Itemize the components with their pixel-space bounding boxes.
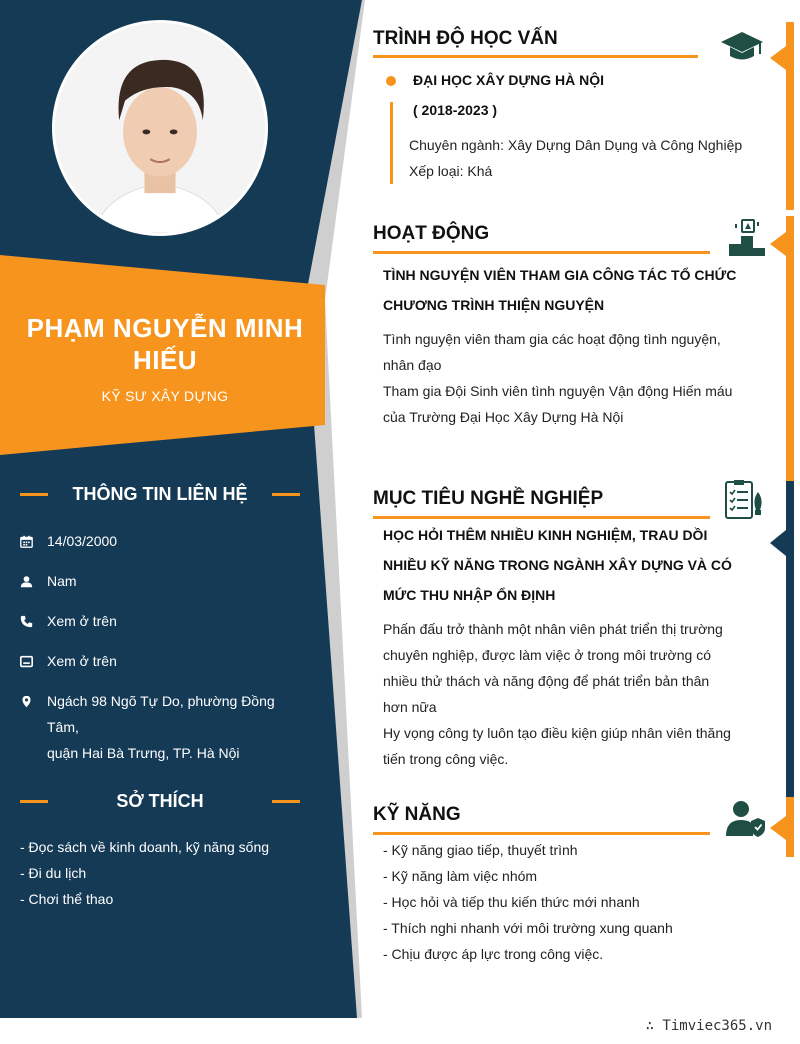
contact-address: [20, 688, 310, 766]
objective-desc-line2: chuyên nghiệp, được làm việc ở trong môi trường có: [383, 647, 711, 663]
contact-email: [20, 648, 310, 674]
calendar-icon: [20, 528, 47, 554]
activity-desc-line1: Tình nguyện viên tham gia các hoạt động tình nguyện,: [383, 331, 721, 347]
hobby-heading-text: SỞ THÍCH: [116, 791, 204, 811]
activity-desc-line3: Tham gia Đội Sinh viên tình nguyện Vận động Hiến máu: [383, 383, 733, 399]
contact-gender: [20, 568, 310, 594]
birthday-text: 14/03/2000: [47, 533, 118, 549]
objective-desc-line6: tiến trong công việc.: [383, 751, 509, 767]
email-text: Xem ở trên: [47, 653, 117, 669]
list-item: - Chơi thể thao: [20, 891, 114, 907]
heading-bar-right: [272, 493, 300, 496]
right-strip-bottom: [786, 797, 794, 857]
objective-desc-line1: Phấn đấu trở thành một nhân viên phát triển thị trường: [383, 621, 723, 637]
objective-desc-line4: hơn nữa: [383, 699, 437, 715]
objective-desc-line5: Hy vọng công ty luôn tạo điều kiện giúp nhân viên thăng: [383, 725, 731, 741]
contact-phone: [20, 608, 310, 634]
list-item: - Kỹ năng giao tiếp, thuyết trình: [383, 842, 578, 858]
activities-title-underline: [373, 251, 710, 254]
list-item: - Học hỏi và tiếp thu kiến thức mới nhanh: [383, 894, 640, 910]
right-arrow-4: [770, 816, 786, 840]
education-title-underline: [373, 55, 698, 58]
gender-text: Nam: [47, 573, 77, 589]
list-item: - Đi du lịch: [20, 865, 87, 881]
avatar: [52, 20, 268, 236]
activity-desc-line4: của Trường Đại Học Xây Dựng Hà Nội: [383, 409, 624, 425]
contact-list: [20, 528, 310, 780]
activity-desc-line2: nhân đạo: [383, 357, 442, 373]
education-timeline: [390, 102, 393, 184]
objective-headline-line2: NHIỀU KỸ NĂNG TRONG NGÀNH XÂY DỰNG VÀ CÓ: [383, 557, 732, 573]
activity-headline-line1: TÌNH NGUYỆN VIÊN THAM GIA CÔNG TÁC TỔ CHỨC: [383, 267, 737, 283]
hobby-heading: [20, 791, 300, 812]
right-arrow-3: [770, 530, 786, 556]
job-role: KỸ SƯ XÂY DỰNG: [101, 388, 229, 404]
activity-headline-line2: CHƯƠNG TRÌNH THIỆN NGUYỆN: [383, 297, 605, 313]
objective-block: [383, 520, 750, 772]
contact-heading-text: THÔNG TIN LIÊN HỆ: [72, 484, 248, 504]
list-item: - Thích nghi nhanh với môi trường xung quanh: [383, 920, 673, 936]
contact-birthday: [20, 528, 310, 554]
activities-title: HOẠT ĐỘNG: [373, 223, 490, 244]
list-item: - Đọc sách về kinh doanh, kỹ năng sống: [20, 839, 270, 855]
name-block: [0, 312, 330, 404]
heading-bar-right: [272, 800, 300, 803]
school-years: ( 2018-2023 ): [413, 102, 498, 118]
objective-desc-line3: nhiều thử thách và năng động để phát triển bản thân: [383, 673, 710, 689]
activity-block: [383, 260, 750, 430]
school-name: ĐẠI HỌC XÂY DỰNG HÀ NỘI: [413, 72, 605, 88]
objective-headline-line3: MỨC THU NHẬP ỔN ĐỊNH: [383, 587, 556, 603]
list-item: - Chịu được áp lực trong công việc.: [383, 946, 604, 962]
user-shield-icon: [726, 800, 766, 838]
school-rank: Xếp loại: Khá: [409, 163, 493, 179]
education-title: TRÌNH ĐỘ HỌC VẤN: [373, 28, 558, 49]
skills-list: [383, 837, 750, 967]
address-line1: Ngách 98 Ngõ Tự Do, phường Đồng Tâm,: [46, 693, 275, 735]
phone-text: Xem ở trên: [47, 613, 117, 629]
right-strip-mid: [786, 216, 794, 481]
education-bullet: [386, 76, 396, 86]
watermark: ∴ Timviec365.vn: [645, 1018, 772, 1034]
hobby-list: [20, 834, 320, 912]
skills-title-underline: [373, 832, 710, 835]
list-item: - Kỹ năng làm việc nhóm: [383, 868, 538, 884]
heading-bar-left: [20, 493, 48, 496]
heading-bar-left: [20, 800, 48, 803]
objective-headline-line1: HỌC HỎI THÊM NHIỀU KINH NGHIỆM, TRAU DỒI: [383, 527, 708, 543]
email-icon: [20, 648, 47, 674]
graduation-cap-icon: [720, 30, 764, 64]
address-text: [47, 688, 310, 766]
full-name-line2: HIẾU: [132, 345, 198, 375]
school-major: Chuyên ngành: Xây Dựng Dân Dụng và Công Nghiệp: [409, 137, 743, 153]
podium-icon: [727, 218, 767, 256]
user-icon: [20, 568, 47, 594]
phone-icon: [20, 608, 47, 634]
address-line2: quận Hai Bà Trưng, TP. Hà Nội: [46, 745, 240, 761]
objective-title-underline: [373, 516, 710, 519]
right-strip-navy: [786, 481, 794, 797]
right-arrow-2: [770, 232, 786, 256]
portrait-image: [55, 23, 265, 233]
checklist-rocket-icon: [724, 480, 766, 520]
right-arrow-1: [770, 46, 786, 70]
skills-title: KỸ NĂNG: [373, 804, 461, 825]
full-name-line1: PHẠM NGUYỄN MINH: [26, 313, 304, 343]
right-strip-top: [786, 22, 794, 210]
location-icon: [20, 688, 47, 714]
contact-heading: [20, 484, 300, 505]
objective-title: MỤC TIÊU NGHỀ NGHIỆP: [373, 488, 604, 509]
